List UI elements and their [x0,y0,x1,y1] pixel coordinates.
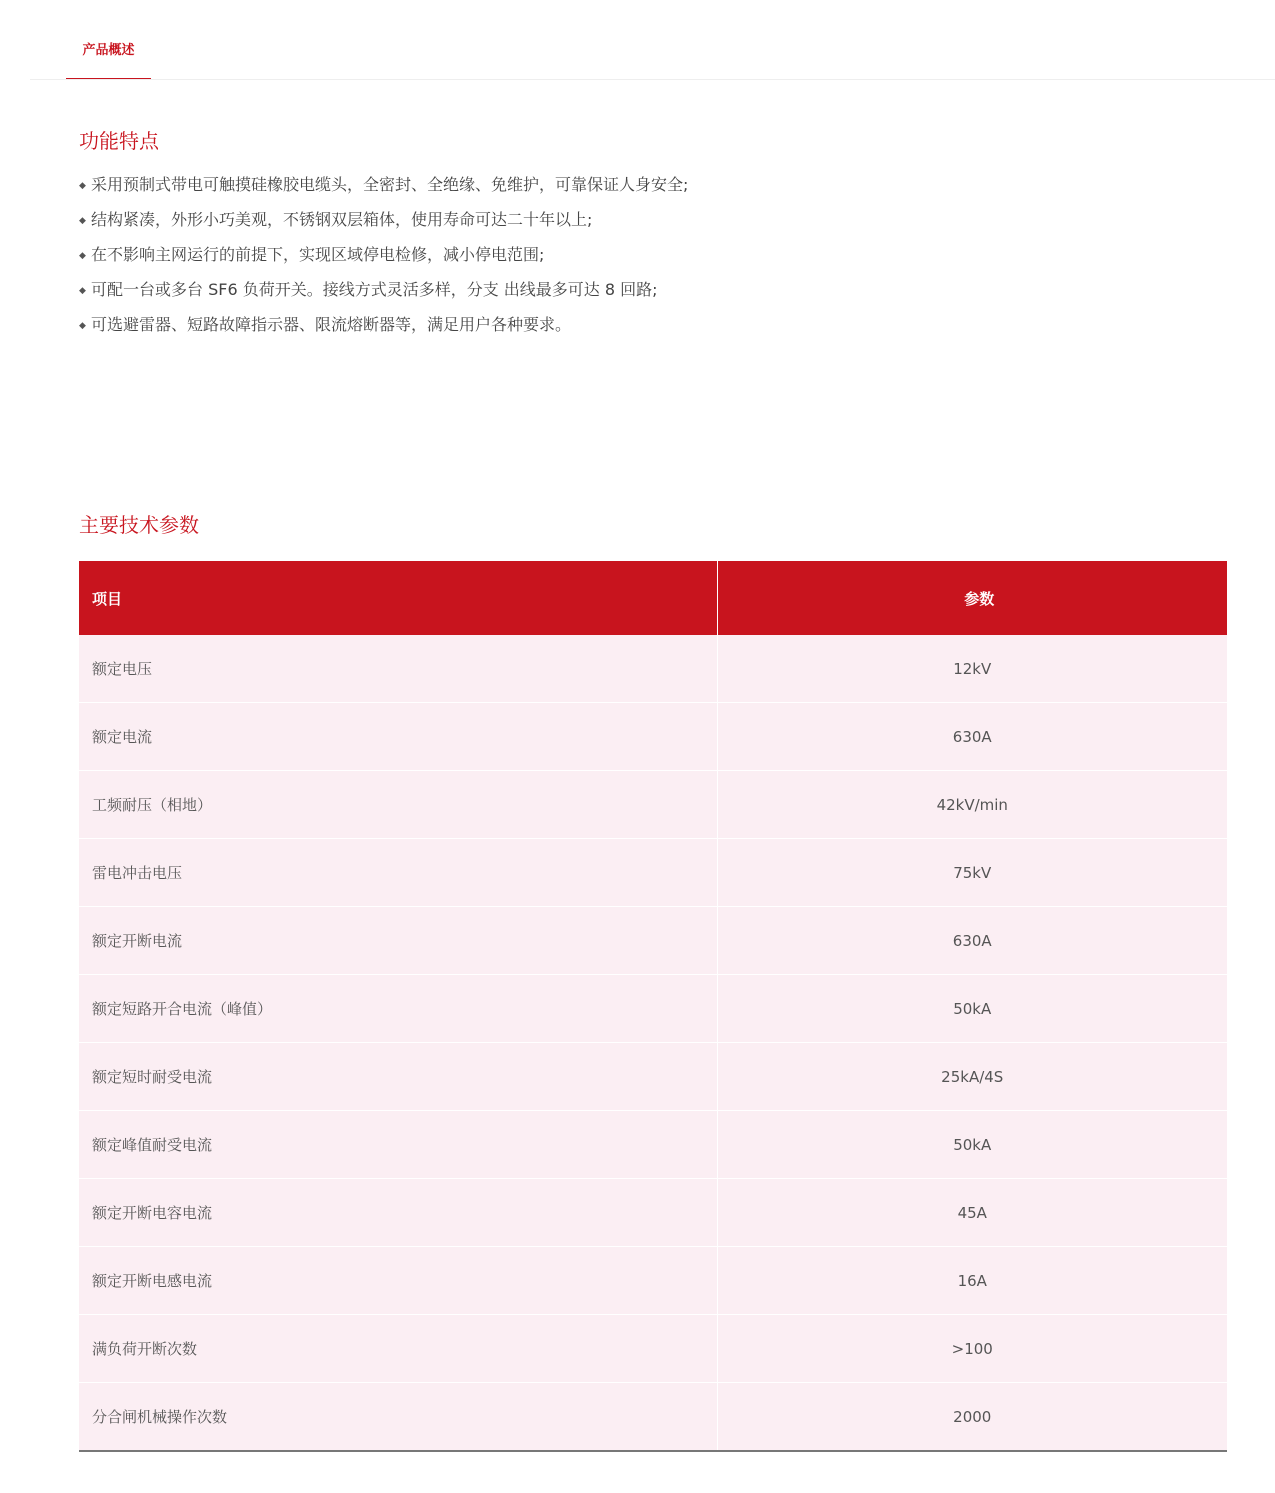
feature-text: 结构紧凑，外形小巧美观，不锈钢双层箱体，使用寿命可达二十年以上; [91,210,593,229]
list-item [79,242,688,277]
table-row [79,839,1227,907]
param-value: 50kA [717,975,1227,1043]
param-name: 分合闸机械操作次数 [79,1383,717,1452]
features-title: 功能特点 [79,129,159,153]
param-name: 满负荷开断次数 [79,1315,717,1383]
param-value: 2000 [717,1383,1227,1452]
list-item [79,277,688,312]
diamond-bullet-icon: ◆ [79,181,86,191]
param-value: 25kA/4S [717,1043,1227,1111]
param-value: 45A [717,1179,1227,1247]
param-name: 额定短时耐受电流 [79,1043,717,1111]
column-header-item: 项目 [79,561,717,635]
list-item [79,312,688,347]
param-name: 额定开断电流 [79,907,717,975]
feature-list [79,172,688,347]
feature-text: 可配一台或多台 SF6 负荷开关。接线方式灵活多样，分支 出线最多可达 8 回路; [91,280,658,299]
table-row [79,635,1227,703]
table-row [79,1043,1227,1111]
diamond-bullet-icon: ◆ [79,321,86,331]
param-name: 额定峰值耐受电流 [79,1111,717,1179]
diamond-bullet-icon: ◆ [79,216,86,226]
param-name: 额定电流 [79,703,717,771]
feature-text: 可选避雷器、短路故障指示器、限流熔断器等，满足用户各种要求。 [91,315,572,334]
param-name: 额定开断电容电流 [79,1179,717,1247]
param-value: 16A [717,1247,1227,1315]
table-row [79,907,1227,975]
diamond-bullet-icon: ◆ [79,251,86,261]
table-row [79,703,1227,771]
param-name: 额定短路开合电流（峰值） [79,975,717,1043]
param-value: 12kV [717,635,1227,703]
list-item [79,207,688,242]
param-value: 75kV [717,839,1227,907]
tab-product-overview[interactable]: 产品概述 [66,0,151,79]
table-row [79,771,1227,839]
param-value: 50kA [717,1111,1227,1179]
tab-bar [30,0,1275,80]
table-row [79,1111,1227,1179]
column-header-value: 参数 [717,561,1227,635]
list-item [79,172,688,207]
table-header-row [79,561,1227,635]
param-value: 630A [717,703,1227,771]
param-name: 雷电冲击电压 [79,839,717,907]
param-value: 630A [717,907,1227,975]
param-value: 42kV/min [717,771,1227,839]
table-row [79,1315,1227,1383]
table-row [79,1179,1227,1247]
params-title: 主要技术参数 [79,513,199,537]
diamond-bullet-icon: ◆ [79,286,86,296]
feature-text: 采用预制式带电可触摸硅橡胶电缆头，全密封、全绝缘、免维护，可靠保证人身安全; [91,175,689,194]
spec-table [79,561,1227,1452]
param-name: 工频耐压（相地） [79,771,717,839]
table-row [79,1383,1227,1452]
param-value: >100 [717,1315,1227,1383]
table-row [79,975,1227,1043]
param-name: 额定开断电感电流 [79,1247,717,1315]
table-row [79,1247,1227,1315]
param-name: 额定电压 [79,635,717,703]
feature-text: 在不影响主网运行的前提下，实现区域停电检修，减小停电范围; [91,245,545,264]
